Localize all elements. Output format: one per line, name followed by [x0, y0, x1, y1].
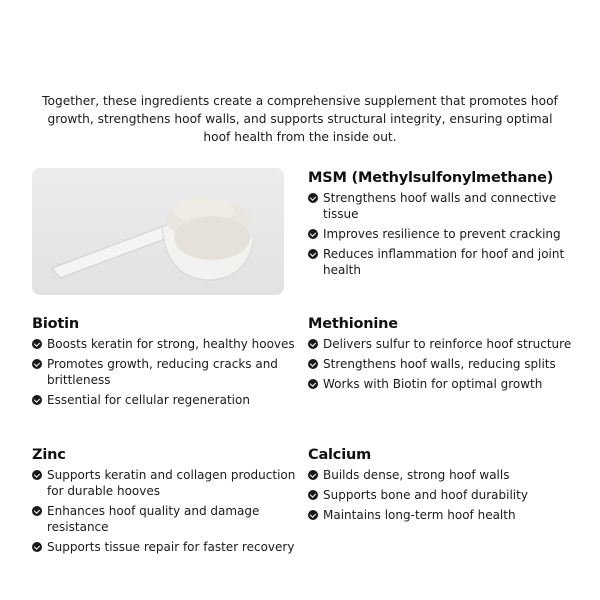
- check-icon: [308, 359, 318, 369]
- section-methionine: [308, 316, 578, 396]
- check-icon: [308, 510, 318, 520]
- item-text: Reduces inflammation for hoof and joint health: [323, 247, 565, 277]
- check-icon: [308, 193, 318, 203]
- check-icon: [32, 542, 42, 552]
- check-icon: [308, 339, 318, 349]
- item-text: Boosts keratin for strong, healthy hooves: [47, 337, 295, 351]
- list-item: [308, 336, 578, 352]
- item-text: Strengthens hoof walls and connective tissue: [323, 191, 557, 221]
- item-text: Supports tissue repair for faster recovery: [47, 540, 295, 554]
- check-icon: [32, 506, 42, 516]
- intro-text: Together, these ingredients create a comprehensive supplement that promotes hoof growth, strengthens hoof walls, and supports structural integrity, ensuring optimal hoof health from the inside out.: [42, 94, 558, 144]
- list-item: [32, 356, 302, 388]
- list-item: [308, 356, 578, 372]
- check-icon: [32, 470, 42, 480]
- list-item: [308, 246, 578, 278]
- check-icon: [308, 490, 318, 500]
- item-text: Maintains long-term hoof health: [323, 508, 516, 522]
- section-title: Biotin: [32, 316, 80, 332]
- section-title: Methionine: [308, 316, 398, 332]
- check-icon: [308, 379, 318, 389]
- item-text: Builds dense, strong hoof walls: [323, 468, 510, 482]
- check-icon: [32, 395, 42, 405]
- check-icon: [32, 359, 42, 369]
- item-text: Promotes growth, reducing cracks and brittleness: [47, 357, 278, 387]
- item-text: Strengthens hoof walls, reducing splits: [323, 357, 556, 371]
- section-calcium: [308, 447, 578, 527]
- list-item: [308, 507, 578, 523]
- list-item: [32, 336, 302, 352]
- list-item: [308, 190, 578, 222]
- list-item: [32, 467, 302, 499]
- section-title: Calcium: [308, 447, 371, 463]
- check-icon: [308, 229, 318, 239]
- item-text: Supports keratin and collagen production for durable hooves: [47, 468, 296, 498]
- item-text: Improves resilience to prevent cracking: [323, 227, 561, 241]
- section-zinc: [32, 447, 302, 559]
- check-icon: [308, 470, 318, 480]
- list-item: [308, 376, 578, 392]
- item-text: Works with Biotin for optimal growth: [323, 377, 543, 391]
- item-text: Supports bone and hoof durability: [323, 488, 528, 502]
- list-item: [32, 539, 302, 555]
- item-text: Essential for cellular regeneration: [47, 393, 250, 407]
- list-item: [308, 467, 578, 483]
- list-item: [32, 392, 302, 408]
- section-biotin: [32, 316, 302, 412]
- list-item: [32, 503, 302, 535]
- section-msm: [308, 170, 578, 282]
- check-icon: [308, 249, 318, 259]
- item-text: Delivers sulfur to reinforce hoof structure: [323, 337, 572, 351]
- item-text: Enhances hoof quality and damage resistance: [47, 504, 260, 534]
- check-icon: [32, 339, 42, 349]
- section-title: Zinc: [32, 447, 66, 463]
- section-title: MSM (Methylsulfonylmethane): [308, 170, 554, 186]
- list-item: [308, 226, 578, 242]
- powder-scoop-image: [32, 168, 284, 295]
- list-item: [308, 487, 578, 503]
